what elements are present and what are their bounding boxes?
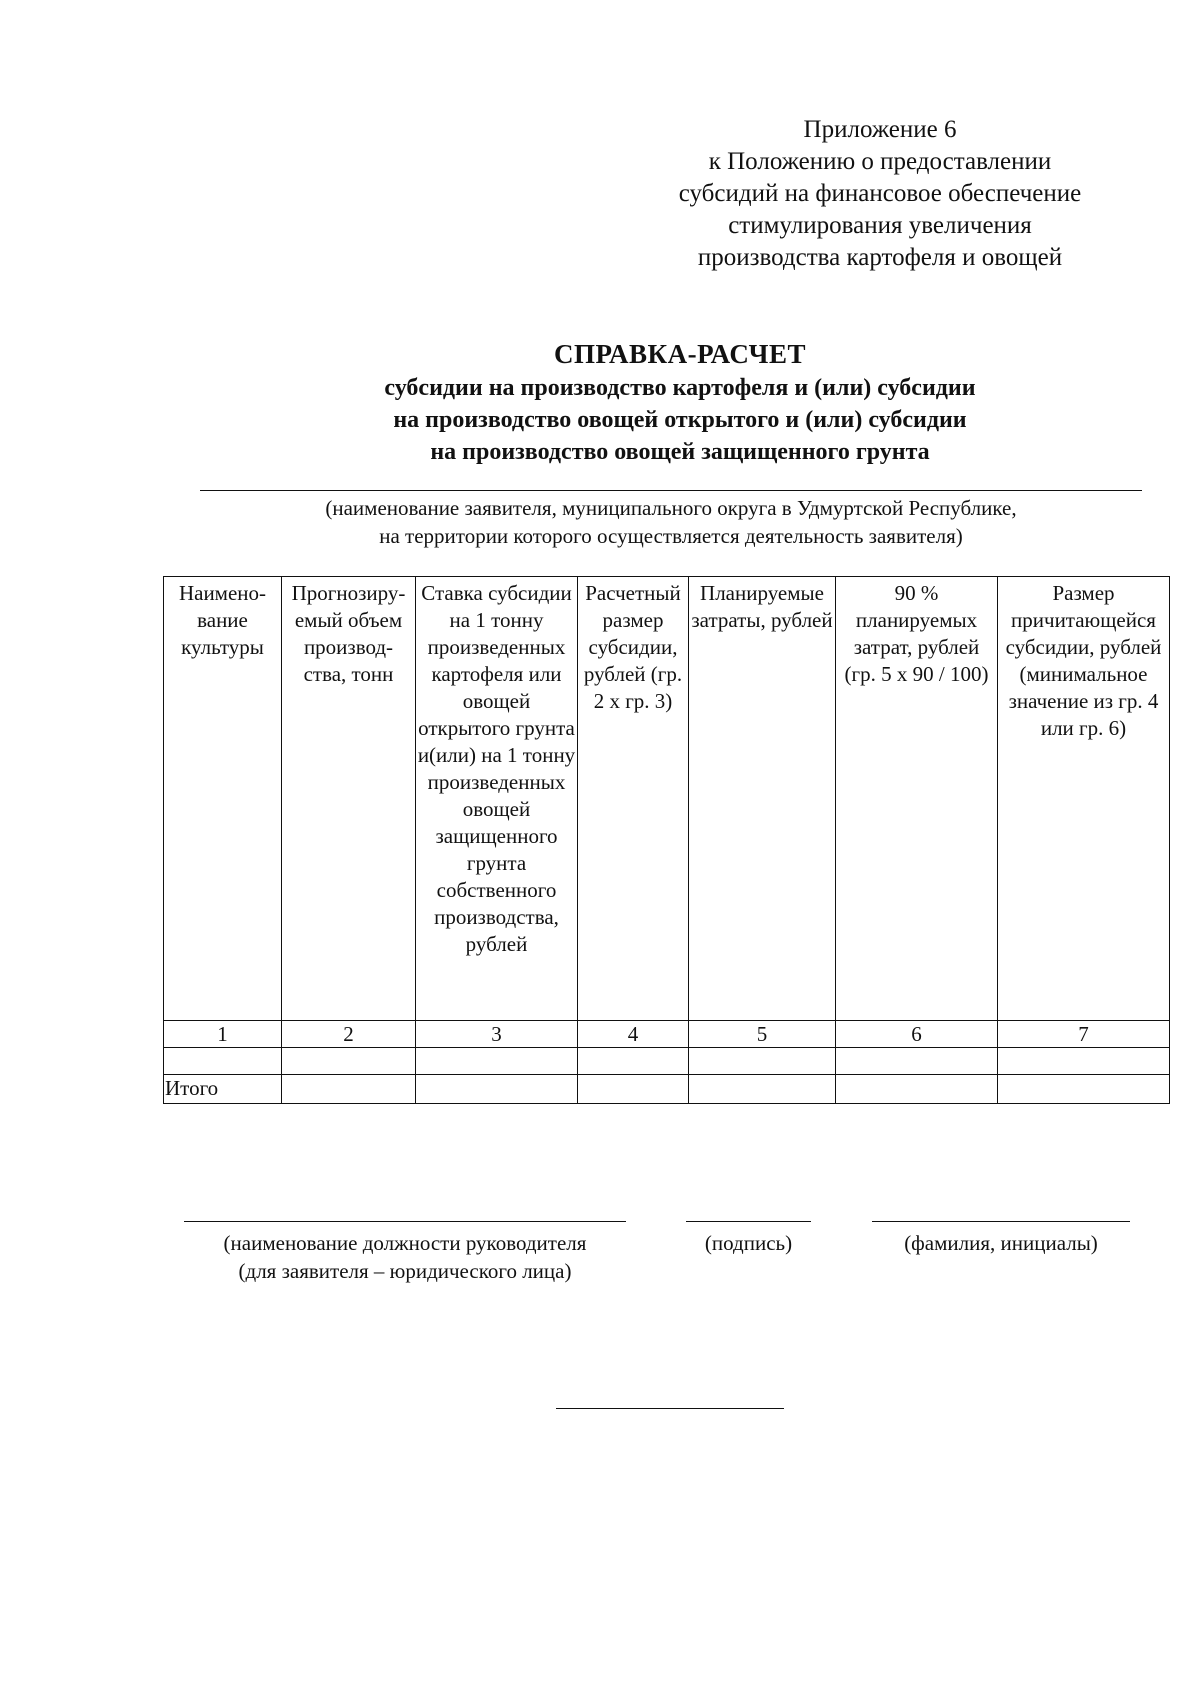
document-title	[180, 336, 1180, 468]
applicant-caption-line: на территории которого осуществляется деятельность заявителя)	[379, 524, 963, 548]
table-cell[interactable]	[416, 1048, 578, 1075]
title-line: на производство овощей защищенного грунта	[430, 439, 930, 465]
table-cell[interactable]	[998, 1075, 1170, 1104]
position-field[interactable]	[184, 1221, 626, 1222]
table-cell[interactable]	[689, 1048, 836, 1075]
title-main: СПРАВКА-РАСЧЕТ	[554, 339, 806, 369]
table-header-row	[164, 577, 1170, 1021]
applicant-caption	[200, 494, 1142, 550]
table-cell[interactable]	[998, 1048, 1170, 1075]
column-number: 1	[164, 1021, 282, 1048]
annex-line: Приложение 6	[803, 116, 957, 143]
signature-field[interactable]	[686, 1221, 811, 1222]
position-caption	[170, 1229, 640, 1285]
calculation-table	[163, 576, 1170, 1104]
annex-line: к Положению о предоставлении	[708, 148, 1052, 175]
table-cell[interactable]	[282, 1075, 416, 1104]
column-number: 4	[578, 1021, 689, 1048]
column-header: Расчетный размер субсидии, рублей (гр. 2 х гр. 3)	[578, 577, 689, 1021]
table-row	[164, 1048, 1170, 1075]
total-label: Итого	[164, 1075, 282, 1104]
column-header: Размер причитающейся субсидии, рублей (минимальное значение из гр. 4 или гр. 6)	[998, 577, 1170, 1021]
closing-separator	[556, 1408, 784, 1409]
total-row	[164, 1075, 1170, 1104]
column-number: 6	[836, 1021, 998, 1048]
table-cell[interactable]	[836, 1048, 998, 1075]
name-field[interactable]	[872, 1221, 1130, 1222]
annex-line: стимулирования увеличения	[728, 212, 1032, 239]
table-cell[interactable]	[836, 1075, 998, 1104]
table-cell[interactable]	[416, 1075, 578, 1104]
applicant-name-field[interactable]	[200, 490, 1142, 491]
column-header: Прогнозиру-емый объем производ-ства, тонн	[282, 577, 416, 1021]
column-number: 3	[416, 1021, 578, 1048]
column-header: Ставка субсидии на 1 тонну произведенных картофеля или овощей открытого грунта и(или) на 1 тонну произведенных овощей защищенного грунта собственного производства, рублей	[416, 577, 578, 1021]
table-cell[interactable]	[578, 1048, 689, 1075]
column-number: 7	[998, 1021, 1170, 1048]
column-header: 90 % планируемых затрат, рублей (гр. 5 х 90 / 100)	[836, 577, 998, 1021]
table-cell[interactable]	[689, 1075, 836, 1104]
column-number: 5	[689, 1021, 836, 1048]
applicant-caption-line: (наименование заявителя, муниципального округа в Удмуртской Республике,	[325, 496, 1017, 520]
signature-caption: (подпись)	[704, 1231, 793, 1255]
column-header: Планируемые затраты, рублей	[689, 577, 836, 1021]
position-caption-line: (наименование должности руководителя	[223, 1231, 587, 1255]
title-line: на производство овощей открытого и (или) субсидии	[393, 407, 967, 433]
title-line: субсидии на производство картофеля и (или) субсидии	[384, 375, 976, 401]
table-cell[interactable]	[282, 1048, 416, 1075]
column-number-row	[164, 1021, 1170, 1048]
annex-header	[640, 114, 1120, 274]
table-cell[interactable]	[164, 1048, 282, 1075]
position-caption-line: (для заявителя – юридического лица)	[238, 1259, 572, 1283]
annex-line: субсидий на финансовое обеспечение	[678, 180, 1082, 207]
table-cell[interactable]	[578, 1075, 689, 1104]
name-caption: (фамилия, инициалы)	[904, 1231, 1098, 1255]
annex-line: производства картофеля и овощей	[697, 244, 1063, 271]
column-header: Наимено-вание культуры	[164, 577, 282, 1021]
column-number: 2	[282, 1021, 416, 1048]
